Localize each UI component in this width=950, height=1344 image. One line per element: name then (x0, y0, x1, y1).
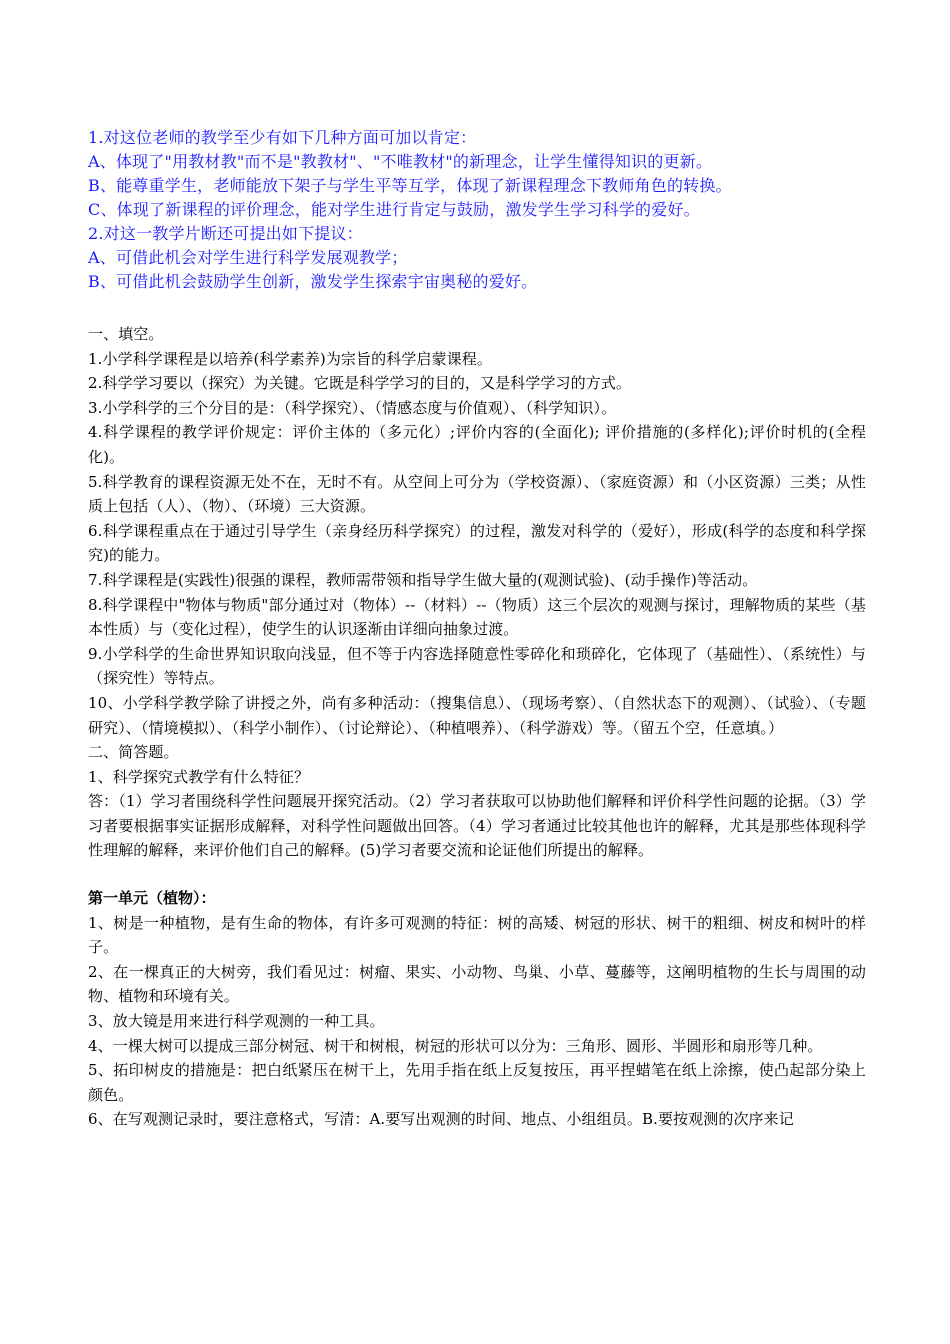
fill-blank-item: 5.科学教育的课程资源无处不在，无时不有。从空间上可分为（学校资源）、（家庭资源）和（小区资源）三类；从性质上包括（人）、（物）、（环境）三大资源。 (88, 472, 866, 516)
evaluation-line: B、能尊重学生，老师能放下架子与学生平等互学，体现了新课程理念下教师角色的转换。 (88, 176, 732, 195)
unit-item: 6、在写观测记录时，要注意格式，写清：A.要写出观测的时间、地点、小组组员。B.要按观测的次序来记 (88, 1110, 794, 1129)
section-title-fill-blank: 一、填空。 (88, 325, 164, 343)
unit-item: 5、拓印树皮的措施是：把白纸紧压在树干上，先用手指在纸上反复按压，再平捏蜡笔在纸上涂擦，使凸起部分染上颜色。 (88, 1061, 866, 1104)
evaluation-line: C、体现了新课程的评价理念，能对学生进行肯定与鼓励，激发学生学习科学的爱好。 (88, 200, 700, 219)
evaluation-line: 2.对这一教学片断还可提出如下提议： (88, 224, 363, 243)
unit-item: 2、在一棵真正的大树旁，我们看见过：树瘤、果实、小动物、鸟巢、小草、蔓藤等，这阐明植物的生长与周围的动物、植物和环境有关。 (88, 962, 866, 1006)
evaluation-line: A、可借此机会对学生进行科学发展观教学； (88, 248, 408, 267)
evaluation-line: A、体现了"用教材教"而不是"教教材"、"不唯教材"的新理念，让学生懂得知识的更新。 (88, 152, 713, 171)
fill-blank-item: 6.科学课程重点在于通过引导学生（亲身经历科学探究）的过程，激发对科学的（爱好），形成(科学的态度和科学探究)的能力。 (88, 521, 866, 565)
section-title-short-answer: 二、简答题。 (88, 743, 179, 762)
fill-blank-item: 8.科学课程中"物体与物质"部分通过对（物体）--（材料）--（物质）这三个层次的观测与探讨，理解物质的某些（基本性质）与（变化过程），使学生的认识逐渐由详细向抽象过渡。 (88, 595, 866, 639)
document-page (88, 126, 866, 1132)
fill-blank-item: 9.小学科学的生命世界知识取向浅显，但不等于内容选择随意性零碎化和琐碎化，它体现了（基础性）、（系统性）与（探究性）等特点。 (88, 644, 866, 688)
unit-item: 4、一棵大树可以提成三部分树冠、树干和树根，树冠的形状可以分为：三角形、圆形、半圆形和扇形等几种。 (88, 1036, 823, 1055)
unit-content (88, 911, 866, 1132)
short-answer-question: 1、科学探究式教学有什么特征？ (88, 767, 310, 786)
unit-title: 第一单元（植物）： (88, 889, 216, 908)
evaluation-line: B、可借此机会鼓励学生创新，激发学生探索宇宙奥秘的爱好。 (88, 272, 538, 291)
short-answer-answer: 答：（1）学习者围绕科学性问题展开探究活动。（2）学习者获取可以协助他们解释和评价科学性问题的论据。（3）学习者要根据事实证据形成解释，对科学性问题做出回答。（4）学习者通过比较其他也许的解释，尤其是那些体现科学性理解的解释，来评价他们自己的解释。(5)学习者要交流和论证他们所提出的解释。 (88, 792, 866, 860)
quiz-block (88, 322, 866, 863)
fill-blank-item: 3.小学科学的三个分目的是：（科学探究）、（情感态度与价值观）、（科学知识）。 (88, 398, 617, 417)
fill-blank-item: 10、小学科学教学除了讲授之外，尚有多种活动：（搜集信息）、（现场考察）、（自然状态下的观测）、（试验）、（专题研究）、（情境模拟）、（科学小制作）、（讨论辩论）、（种植喂养）、（科学游戏）等。（留五个空，任意填。） (88, 693, 866, 737)
unit-item: 3、放大镜是用来进行科学观测的一种工具。 (88, 1012, 385, 1031)
fill-blank-item: 2.科学学习要以（探究）为关键。它既是科学学习的目的，又是科学学习的方式。 (88, 374, 632, 393)
unit-item: 1、树是一种植物，是有生命的物体，有许多可观测的特征：树的高矮、树冠的形状、树干的粗细、树皮和树叶的样子。 (88, 913, 866, 957)
fill-blank-item: 7.科学课程是(实践性)很强的课程，教师需带领和指导学生做大量的(观测试验)、(动手操作)等活动。 (88, 570, 758, 589)
evaluation-line: 1.对这位老师的教学至少有如下几种方面可加以肯定： (88, 128, 477, 147)
fill-blank-item: 1.小学科学课程是以培养(科学素养)为宗旨的科学启蒙课程。 (88, 349, 492, 368)
evaluation-answer-block (88, 126, 866, 294)
fill-blank-item: 4.科学课程的教学评价规定：评价主体的（多元化）;评价内容的(全面化); 评价措施的(多样化);评价时机的(全程化)。 (88, 423, 866, 466)
